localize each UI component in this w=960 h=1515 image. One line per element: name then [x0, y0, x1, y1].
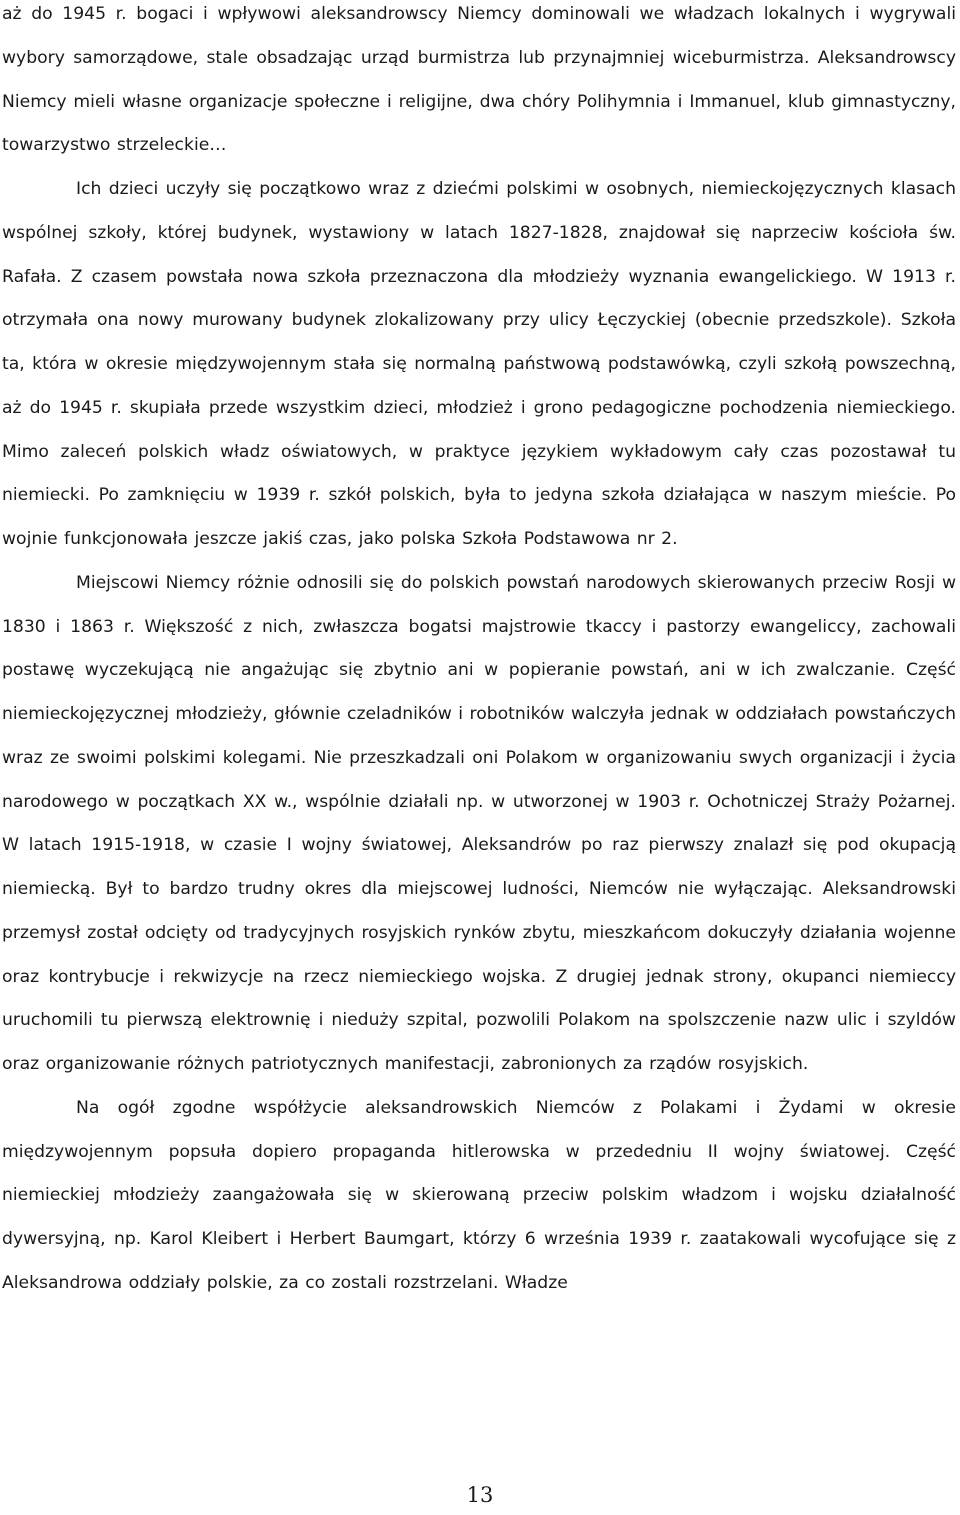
paragraph-4: Na ogół zgodne współżycie aleksandrowskich Niemców z Polakami i Żydami w okresie międzywojennym popsuła dopiero propaganda hitlerowska w przededniu II wojny światowej. Część niemieckiej młodzieży zaangażowała się w skierowaną przeciw polskim władzom i wojsku działalność dywersyjną, np. Karol Kleibert i Herbert Baumgart, którzy 6 września 1939 r. zaatakowali wycofujące się z Aleksandrowa oddziały polskie, za co zostali rozstrzelani. Władze: [2, 1097, 956, 1293]
paragraph-3: Miejscowi Niemcy różnie odnosili się do polskich powstań narodowych skierowanych przeciw Rosji w 1830 i 1863 r. Większość z nich, zwłaszcza bogatsi majstrowie tkaccy i pastorzy ewangeliccy, zachowali postawę wyczekującą nie angażując się zbytnio ani w popieranie powstań, ani w ich zwalczanie. Część niemieckojęzycznej młodzieży, głównie czeladników i robotników walczyła jednak w oddziałach powstańczych wraz ze swoimi polskimi kolegami. Nie przeszkadzali oni Polakom w organizowaniu swych organizacji i życia narodowego w początkach XX w., wspólnie działali np. w utworzonej w 1903 r. Ochotniczej Straży Pożarnej. W latach 1915-1918, w czasie I wojny światowej, Aleksandrów po raz pierwszy znalazł się pod okupacją niemiecką. Był to bardzo trudny okres dla miejscowej ludności, Niemców nie wyłączając. Aleksandrowski przemysł został odcięty od tradycyjnych rosyjskich rynków zbytu, mieszkańcom dokuczyły działania wojenne oraz kontrybucje i rekwizycje na rzecz niemieckiego wojska. Z drugiej jednak strony, okupanci niemieccy uruchomili tu pierwszą elektrownię i nieduży szpital, pozwolili Polakom na spolszczenie nazw ulic i szyldów oraz organizowanie różnych patriotycznych manifestacji, zabronionych za rządów rosyjskich.: [2, 572, 956, 1074]
paragraph-2: Ich dzieci uczyły się początkowo wraz z dziećmi polskimi w osobnych, niemieckojęzycznych klasach wspólnej szkoły, której budynek, wystawiony w latach 1827-1828, znajdował się naprzeciw kościoła św. Rafała. Z czasem powstała nowa szkoła przeznaczona dla młodzieży wyznania ewangelickiego. W 1913 r. otrzymała ona nowy murowany budynek zlokalizowany przy ulicy Łęczyckiej (obecnie przedszkole). Szkoła ta, która w okresie międzywojennym stała się normalną państwową podstawówką, czyli szkołą powszechną, aż do 1945 r. skupiała przede wszystkim dzieci, młodzież i grono pedagogiczne pochodzenia niemieckiego. Mimo zaleceń polskich władz oświatowych, w praktyce językiem wykładowym cały czas pozostawał tu niemiecki. Po zamknięciu w 1939 r. szkół polskich, była to jedyna szkoła działająca w naszym mieście. Po wojnie funkcjonowała jeszcze jakiś czas, jako polska Szkoła Podstawowa nr 2.: [2, 179, 956, 549]
page-number: 13: [466, 1483, 494, 1507]
paragraph-1: aż do 1945 r. bogaci i wpływowi aleksandrowscy Niemcy dominowali we władzach lokalnych i wygrywali wybory samorządowe, stale obsadzając urząd burmistrza lub przynajmniej wiceburmistrza. Aleksandrowscy Niemcy mieli własne organizacje społeczne i religijne, dwa chóry Polihymnia i Immanuel, klub gimnastyczny, towarzystwo strzeleckie…: [2, 4, 956, 156]
body-text: [2, 0, 956, 1306]
